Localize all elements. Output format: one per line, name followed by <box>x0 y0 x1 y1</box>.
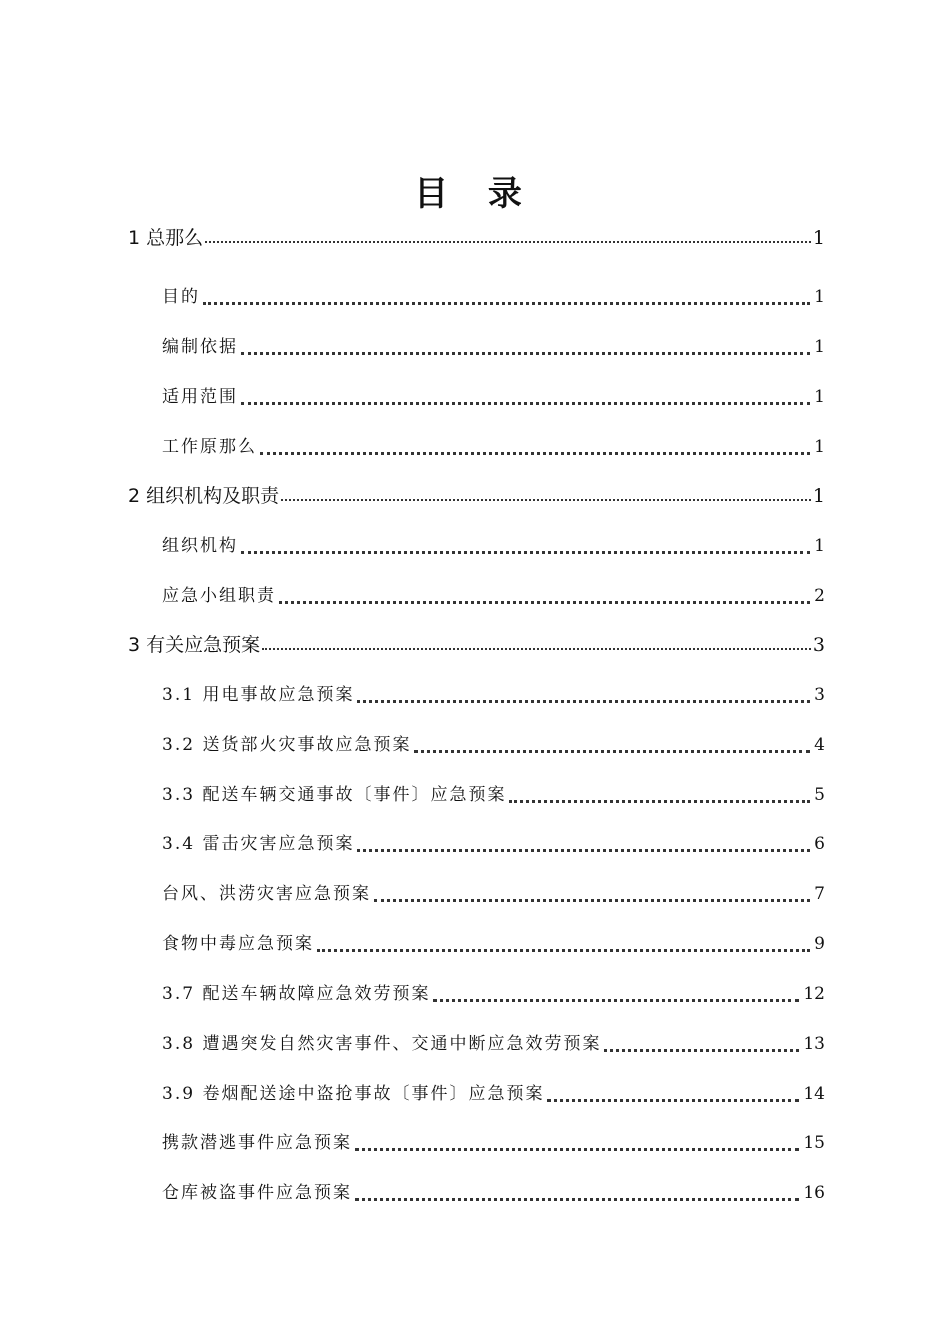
toc-leader <box>281 499 811 501</box>
toc-entry-page: 1 <box>814 287 825 307</box>
toc-entry[interactable] <box>162 878 825 910</box>
toc-entry-label: 携款潜逃事件应急预案 <box>162 1133 352 1153</box>
toc-leader <box>203 302 810 305</box>
toc-entry-page: 1 <box>814 536 825 556</box>
toc-entry-label: 3.1 用电事故应急预案 <box>162 685 355 705</box>
toc-entry-page: 12 <box>803 984 825 1004</box>
toc-entry-label: 组织机构 <box>162 536 238 556</box>
toc-entry[interactable] <box>128 629 825 661</box>
toc-leader <box>355 1198 799 1201</box>
toc-entry-label: 编制依据 <box>162 337 238 357</box>
toc-entry[interactable] <box>162 729 825 761</box>
toc-entry-label: 仓库被盗事件应急预案 <box>162 1183 352 1203</box>
toc-entry-page: 13 <box>803 1034 825 1054</box>
toc-entry-label: 台风、洪涝灾害应急预案 <box>162 884 371 904</box>
toc-entry[interactable] <box>162 1127 825 1159</box>
toc-entry[interactable] <box>162 679 825 711</box>
toc-entry[interactable] <box>162 331 825 363</box>
toc-entry[interactable] <box>162 1177 825 1209</box>
toc-entry-label: 3.8 遭遇突发自然灾害事件、交通中断应急效劳预案 <box>162 1034 602 1054</box>
toc-entry-label: 2 组织机构及职责 <box>128 485 280 507</box>
toc-entry-label: 3.2 送货部火灾事故应急预案 <box>162 735 412 755</box>
toc-entry[interactable] <box>162 431 825 463</box>
toc-entry-page: 4 <box>814 735 825 755</box>
toc-entry-page: 5 <box>814 785 825 805</box>
toc-entry[interactable] <box>162 580 825 612</box>
toc-entry[interactable] <box>128 222 825 254</box>
toc-entry-label: 3.4 雷击灾害应急预案 <box>162 834 355 854</box>
toc-entry-label: 应急小组职责 <box>162 586 276 606</box>
toc-leader <box>414 750 810 753</box>
toc-entry-page: 1 <box>814 437 825 457</box>
toc-entry-label: 3.3 配送车辆交通事故〔事件〕应急预案 <box>162 785 507 805</box>
toc-entry-page: 1 <box>812 485 825 507</box>
toc-entry-label: 1 总那么 <box>128 227 204 249</box>
toc-entry[interactable] <box>162 978 825 1010</box>
toc-entry[interactable] <box>162 381 825 413</box>
toc-leader <box>260 452 810 455</box>
toc-entry-page: 9 <box>814 934 825 954</box>
toc-leader <box>374 899 810 902</box>
toc-entry-page: 7 <box>814 884 825 904</box>
toc-entry-page: 3 <box>812 634 825 656</box>
toc-entry-page: 1 <box>814 337 825 357</box>
toc-leader <box>547 1099 799 1102</box>
toc-leader <box>241 551 810 554</box>
toc-entry[interactable] <box>162 928 825 960</box>
toc-leader <box>205 241 811 243</box>
toc-entry-page: 14 <box>803 1084 825 1104</box>
toc-entry-label: 食物中毒应急预案 <box>162 934 314 954</box>
toc-entry-page: 1 <box>812 227 825 249</box>
toc-entry[interactable] <box>162 1028 825 1060</box>
toc-entry[interactable] <box>162 530 825 562</box>
toc-entry-label: 3 有关应急预案 <box>128 634 261 656</box>
toc-entry-page: 6 <box>814 834 825 854</box>
toc-entry[interactable] <box>162 828 825 860</box>
toc-leader <box>604 1049 799 1052</box>
toc-entry-page: 15 <box>803 1133 825 1153</box>
toc-leader <box>355 1148 799 1151</box>
toc-entry-page: 16 <box>803 1183 825 1203</box>
toc-entry[interactable] <box>128 480 825 512</box>
toc-entry[interactable] <box>162 281 825 313</box>
toc-entry-label: 3.7 配送车辆故障应急效劳预案 <box>162 984 431 1004</box>
toc-leader <box>279 601 810 604</box>
toc-entry-label: 3.9 卷烟配送途中盗抢事故〔事件〕应急预案 <box>162 1084 545 1104</box>
toc-leader <box>433 999 799 1002</box>
toc-leader <box>317 949 810 952</box>
toc-leader <box>262 648 811 650</box>
toc-entry[interactable] <box>162 1078 825 1110</box>
toc-leader <box>509 800 810 803</box>
toc-entry[interactable] <box>162 779 825 811</box>
toc-entry-label: 工作原那么 <box>162 437 257 457</box>
toc-entry-page: 3 <box>814 685 825 705</box>
toc-leader <box>357 849 810 852</box>
toc-entry-label: 目的 <box>162 287 200 307</box>
toc-entry-page: 2 <box>814 586 825 606</box>
toc-leader <box>357 700 810 703</box>
toc-entry-page: 1 <box>814 387 825 407</box>
toc-leader <box>241 402 810 405</box>
toc-title: 目 录 <box>414 174 536 214</box>
toc-leader <box>241 352 810 355</box>
toc-entry-label: 适用范围 <box>162 387 238 407</box>
